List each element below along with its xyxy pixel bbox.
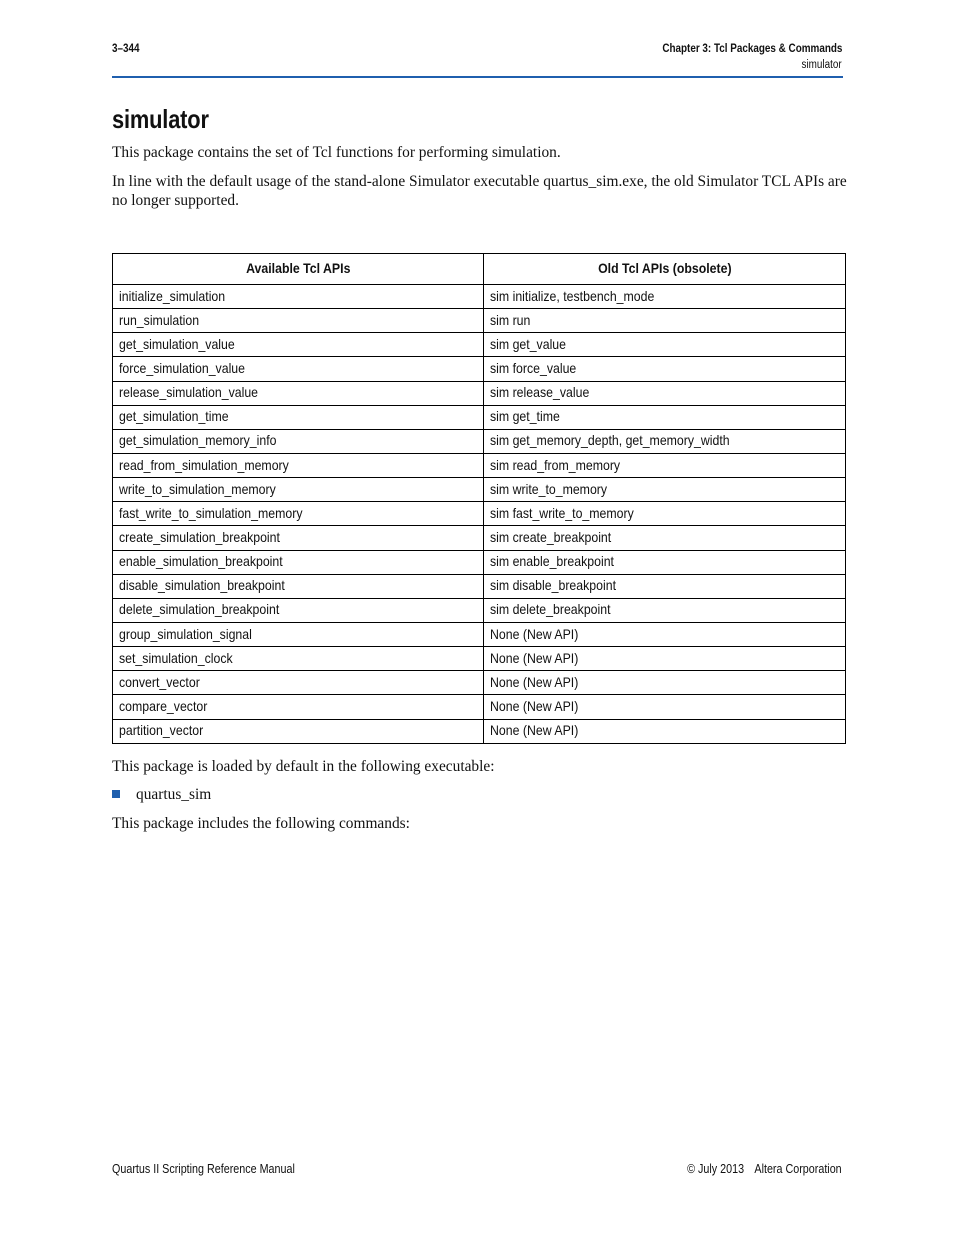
available-api-cell: initialize_simulation <box>113 285 484 309</box>
table-row <box>113 550 846 574</box>
obsolete-api-cell: sim fast_write_to_memory <box>484 502 846 526</box>
obsolete-api-cell: None (New API) <box>484 671 846 695</box>
obsolete-note-paragraph: In line with the default usage of the stand-alone Simulator executable quartus_sim.exe, the old Simulator TCL APIs are no longer supported. <box>112 173 847 209</box>
obsolete-api-cell: sim enable_breakpoint <box>484 550 846 574</box>
footer-manual-title: Quartus II Scripting Reference Manual <box>112 1162 295 1176</box>
page-number: 3–344 <box>112 43 140 55</box>
obsolete-api-cell: sim create_breakpoint <box>484 526 846 550</box>
table-row <box>113 647 846 671</box>
obsolete-api-cell: sim delete_breakpoint <box>484 598 846 622</box>
column-header-available: Available Tcl APIs <box>113 254 484 285</box>
column-header-obsolete: Old Tcl APIs (obsolete) <box>484 254 846 285</box>
available-api-cell: force_simulation_value <box>113 357 484 381</box>
loaded-by-paragraph: This package is loaded by default in the following executable: <box>112 758 495 775</box>
page-title: simulator <box>112 104 209 134</box>
table-row <box>113 309 846 333</box>
obsolete-api-cell: sim run <box>484 309 846 333</box>
available-api-cell: get_simulation_memory_info <box>113 429 484 453</box>
executable-name: quartus_sim <box>136 786 212 803</box>
available-api-cell: create_simulation_breakpoint <box>113 526 484 550</box>
intro-paragraph: This package contains the set of Tcl functions for performing simulation. <box>112 144 561 161</box>
table-row <box>113 405 846 429</box>
available-api-cell: delete_simulation_breakpoint <box>113 598 484 622</box>
obsolete-api-cell: sim initialize, testbench_mode <box>484 285 846 309</box>
available-api-cell: set_simulation_clock <box>113 647 484 671</box>
obsolete-api-cell: sim release_value <box>484 381 846 405</box>
table-row <box>113 526 846 550</box>
obsolete-api-cell: None (New API) <box>484 719 846 743</box>
table-row <box>113 357 846 381</box>
available-api-cell: get_simulation_value <box>113 333 484 357</box>
footer-copyright <box>687 1162 842 1176</box>
chapter-title: Chapter 3: Tcl Packages & Commands <box>661 43 842 55</box>
available-api-cell: run_simulation <box>113 309 484 333</box>
obsolete-api-cell: None (New API) <box>484 647 846 671</box>
table-row <box>113 453 846 477</box>
available-api-cell: fast_write_to_simulation_memory <box>113 502 484 526</box>
table-row <box>113 695 846 719</box>
available-api-cell: get_simulation_time <box>113 405 484 429</box>
available-api-cell: disable_simulation_breakpoint <box>113 574 484 598</box>
table-row <box>113 478 846 502</box>
table-row <box>113 671 846 695</box>
table-row <box>113 333 846 357</box>
table-row <box>113 574 846 598</box>
footer-company: Altera Corporation <box>754 1162 842 1176</box>
obsolete-api-cell: sim write_to_memory <box>484 478 846 502</box>
table-header-row <box>113 254 846 285</box>
table-row <box>113 502 846 526</box>
header-rule <box>112 76 843 78</box>
bullet-square-icon <box>112 790 120 798</box>
obsolete-api-cell: None (New API) <box>484 622 846 646</box>
commands-intro-paragraph: This package includes the following commands: <box>112 815 410 832</box>
section-subtitle: simulator <box>801 59 842 71</box>
obsolete-api-cell: sim get_time <box>484 405 846 429</box>
obsolete-api-cell: sim get_value <box>484 333 846 357</box>
obsolete-api-cell: sim get_memory_depth, get_memory_width <box>484 429 846 453</box>
available-api-cell: release_simulation_value <box>113 381 484 405</box>
obsolete-api-cell: None (New API) <box>484 695 846 719</box>
table-row <box>113 429 846 453</box>
table-row <box>113 381 846 405</box>
table-row <box>113 719 846 743</box>
api-mapping-table <box>112 253 846 744</box>
available-api-cell: enable_simulation_breakpoint <box>113 550 484 574</box>
obsolete-api-cell: sim read_from_memory <box>484 453 846 477</box>
available-api-cell: partition_vector <box>113 719 484 743</box>
available-api-cell: group_simulation_signal <box>113 622 484 646</box>
available-api-cell: compare_vector <box>113 695 484 719</box>
table-row <box>113 598 846 622</box>
footer-date: © July 2013 <box>687 1162 745 1176</box>
available-api-cell: read_from_simulation_memory <box>113 453 484 477</box>
available-api-cell: write_to_simulation_memory <box>113 478 484 502</box>
table-row <box>113 622 846 646</box>
available-api-cell: convert_vector <box>113 671 484 695</box>
obsolete-api-cell: sim disable_breakpoint <box>484 574 846 598</box>
table-row <box>113 285 846 309</box>
obsolete-api-cell: sim force_value <box>484 357 846 381</box>
